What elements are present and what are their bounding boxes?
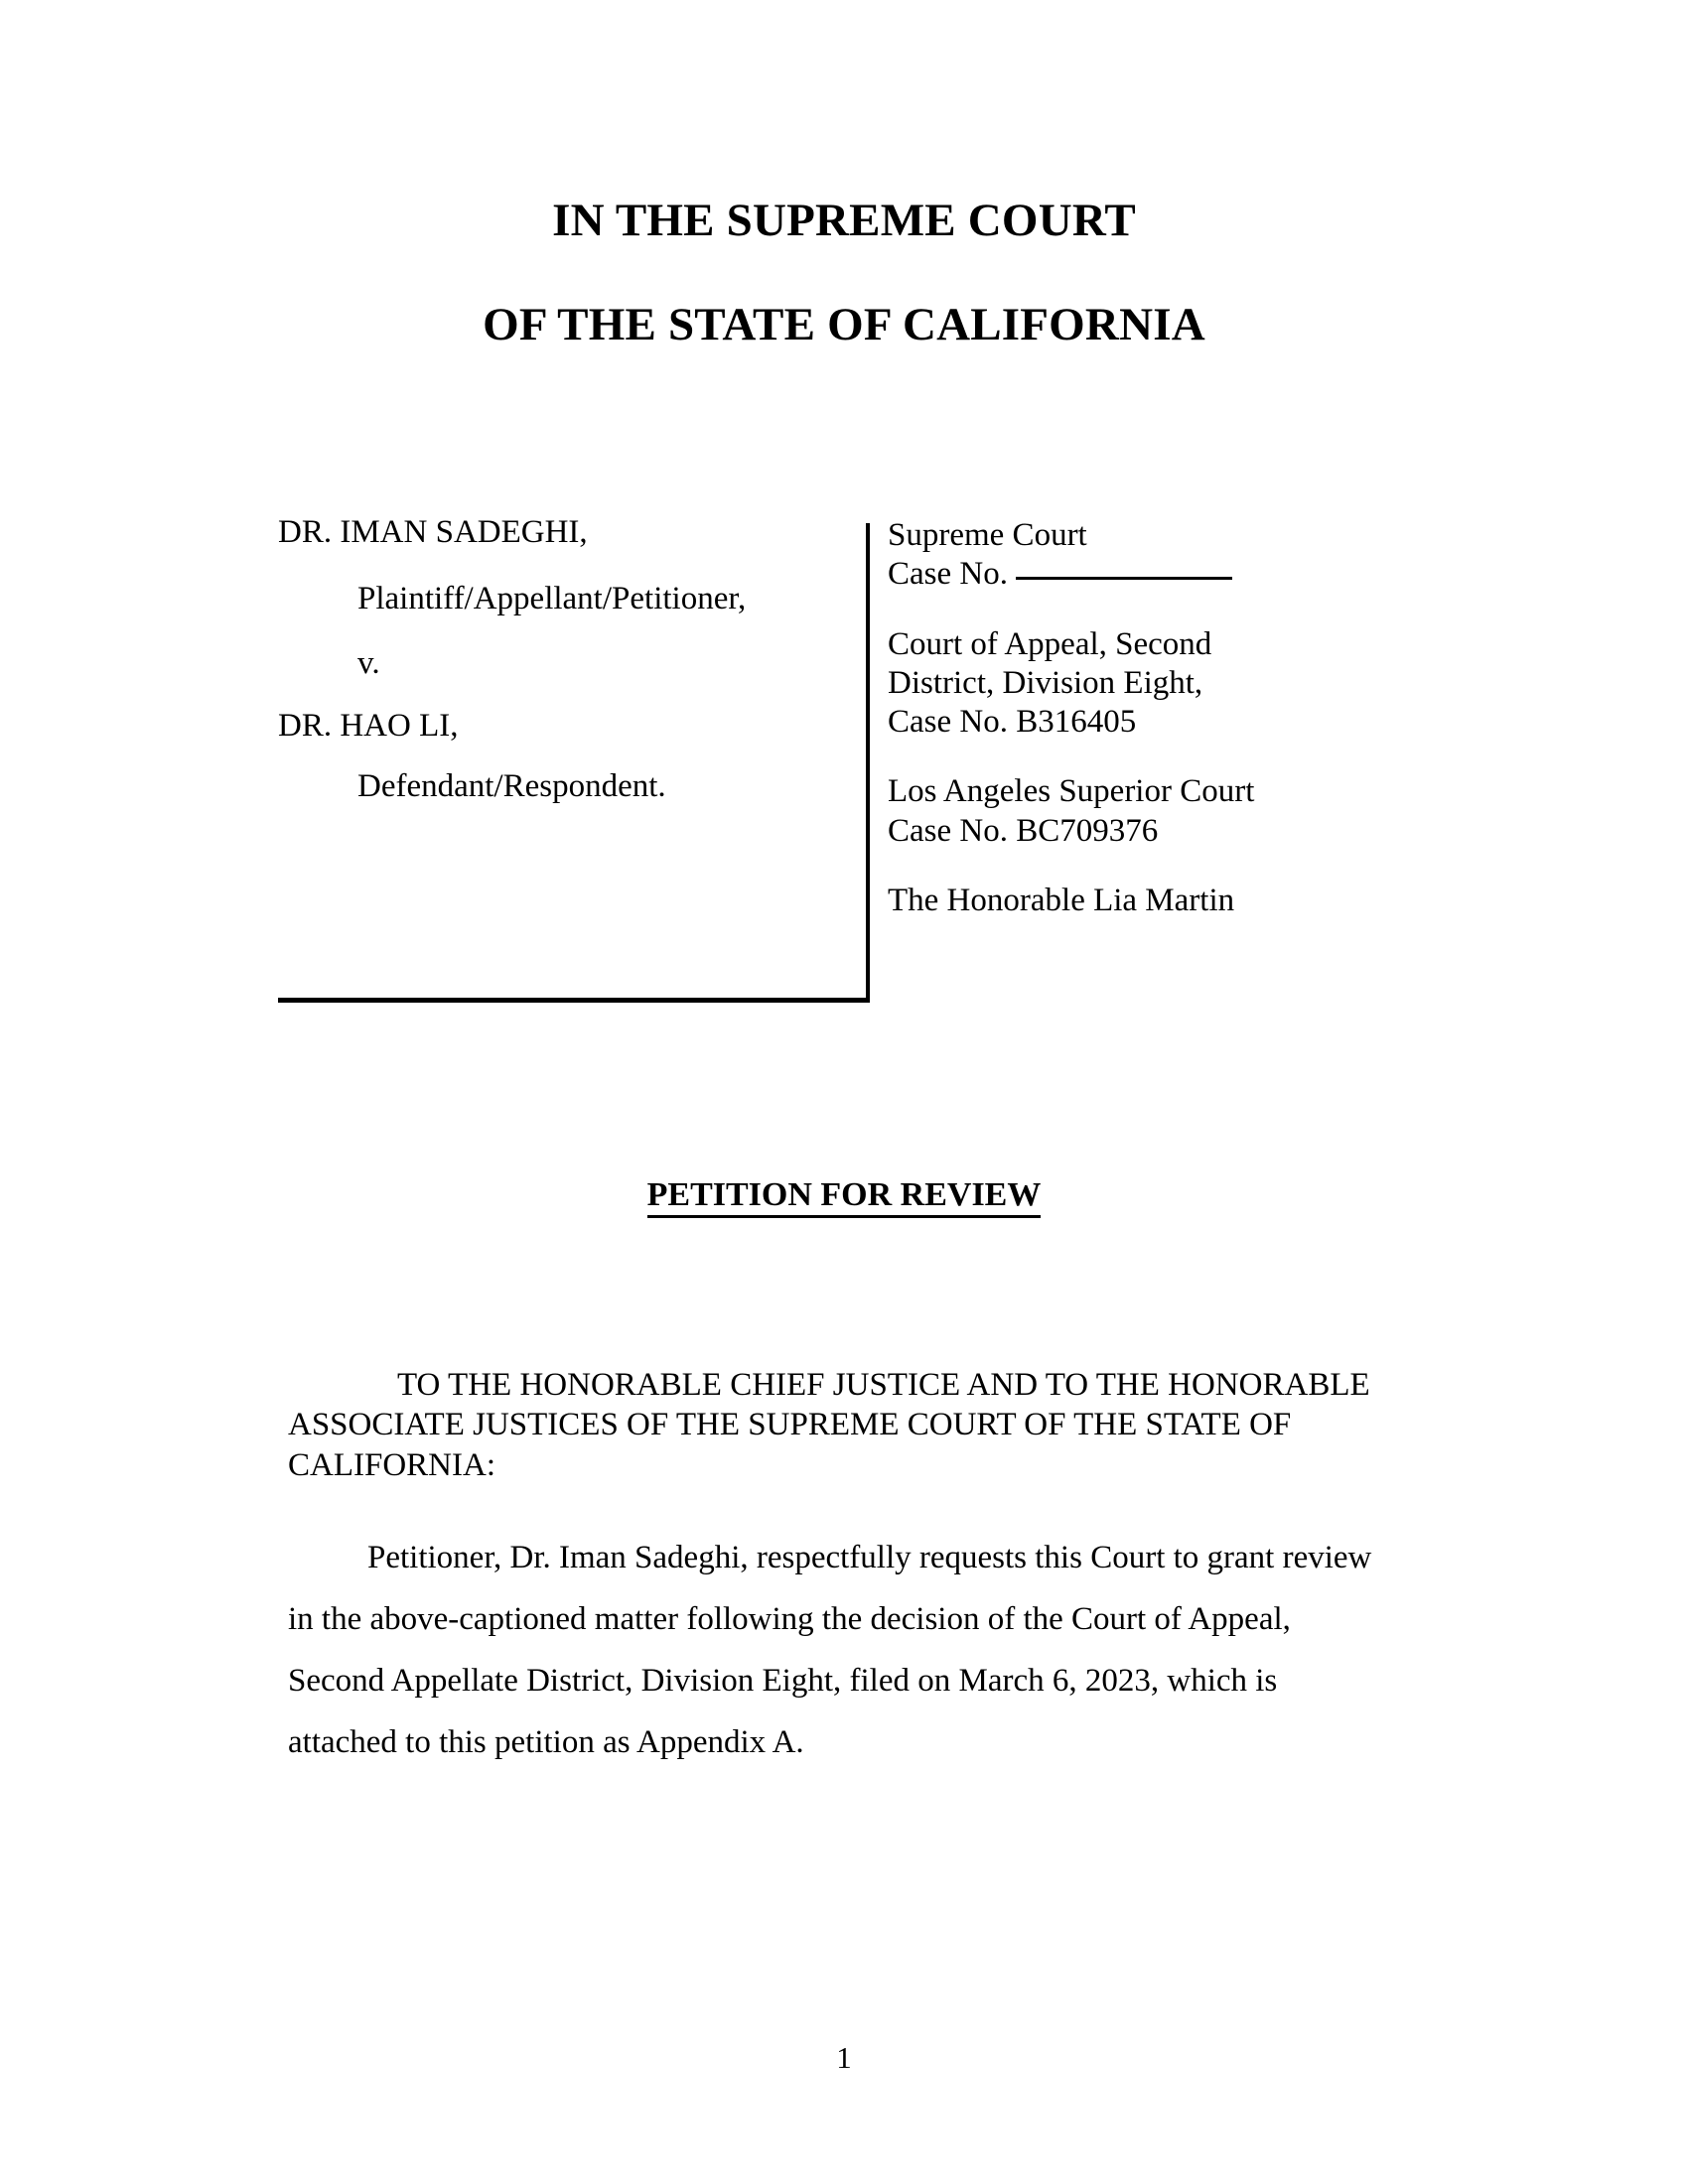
caption-case-info-column xyxy=(888,516,1384,920)
caption-vertical-rule xyxy=(866,523,870,1000)
defendant-role: Defendant/Respondent. xyxy=(357,768,666,804)
supreme-court-case-no-blank[interactable] xyxy=(1016,577,1232,580)
petition-heading-text: PETITION FOR REVIEW xyxy=(647,1176,1042,1218)
spacer xyxy=(278,680,854,710)
plaintiff-role: Plaintiff/Appellant/Petitioner, xyxy=(357,581,747,616)
appeal-court-case-number: Case No. B316405 xyxy=(888,704,1137,741)
presiding-judge: The Honorable Lia Martin xyxy=(888,882,1235,918)
supreme-court-case-no-row xyxy=(888,555,1384,594)
spacer xyxy=(888,742,1384,772)
page-number: 1 xyxy=(836,2040,852,2075)
petition-heading xyxy=(0,1176,1688,1214)
salutation-paragraph: TO THE HONORABLE CHIEF JUSTICE AND TO THE HONORABLE ASSOCIATE JUSTICES OF THE SUPREME COURT OF THE STATE OF CALIFORNIA: xyxy=(288,1367,1370,1483)
spacer xyxy=(888,595,1384,625)
spacer xyxy=(278,615,854,647)
supreme-court-case-no-label: Case No. xyxy=(888,556,1008,593)
document-body xyxy=(288,1365,1390,1773)
superior-court-case-number: Case No. BC709376 xyxy=(888,812,1159,849)
body-paragraph-1: Petitioner, Dr. Iman Sadeghi, respectfully requests this Court to grant review in the above-captioned matter following the decision of the Court of Appeal, Second Appellate District, Division Eight, filed on March 6, 2023, which is attached to this petition as Appendix A. xyxy=(288,1539,1372,1760)
court-title-line-2: OF THE STATE OF CALIFORNIA xyxy=(483,299,1205,350)
spacer xyxy=(888,851,1384,882)
plaintiff-name: DR. IMAN SADEGHI, xyxy=(278,514,588,550)
caption-horizontal-rule xyxy=(278,998,870,1003)
court-title-line-1: IN THE SUPREME COURT xyxy=(552,195,1136,246)
caption-parties-column xyxy=(278,516,854,803)
case-caption-block xyxy=(278,516,1390,1013)
spacer xyxy=(278,549,854,583)
defendant-name: DR. HAO LI, xyxy=(278,708,459,744)
supreme-court-label: Supreme Court xyxy=(888,517,1087,553)
spacer xyxy=(278,743,854,770)
appeal-court-line-2: District, Division Eight, xyxy=(888,664,1203,701)
versus-label: v. xyxy=(357,645,380,681)
superior-court-line-1: Los Angeles Superior Court xyxy=(888,773,1255,810)
appeal-court-line-1: Court of Appeal, Second xyxy=(888,625,1212,662)
